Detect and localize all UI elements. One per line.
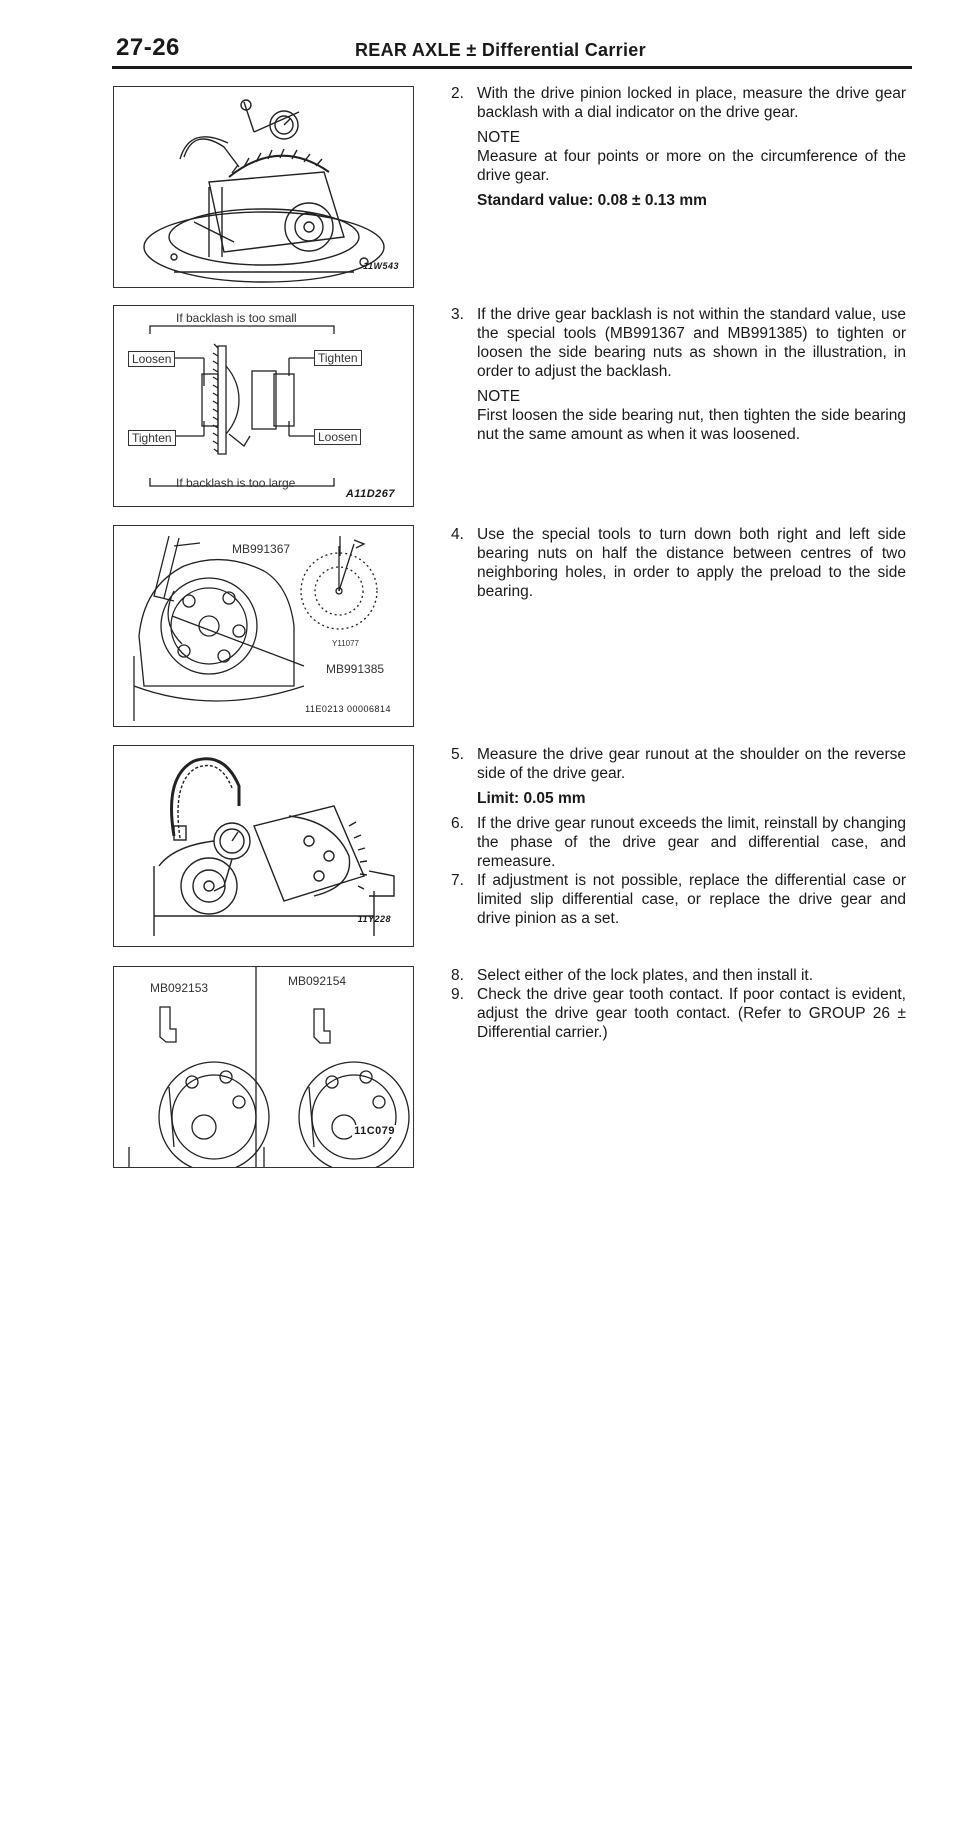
step-number: 3.	[451, 306, 464, 323]
label-loosen-bottom: Loosen	[314, 429, 361, 445]
figure-backlash-adjustment	[113, 305, 414, 507]
step-4-block	[451, 525, 906, 601]
label-lock-plate-mb092154: MB092154	[288, 974, 347, 988]
step-4	[451, 525, 906, 601]
page-number: 27-26	[116, 34, 180, 61]
step-text: If adjustment is not possible, replace the differential case or limited slip differential case, or replace the drive gear and drive pinion as a set.	[477, 872, 906, 927]
step-text: If the drive gear backlash is not within the standard value, use the special tools (MB991367 and MB991385) to tighten or loosen the side bearing nuts as shown in the illustration, in order to adjust the backlash.	[477, 306, 906, 380]
step-number: 2.	[451, 85, 464, 102]
step-3-block	[451, 305, 906, 444]
note-label: NOTE	[477, 129, 521, 146]
step-number: 6.	[451, 815, 464, 832]
step-6	[451, 814, 906, 871]
note-text: First loosen the side bearing nut, then tighten the side bearing nut the same amount as when it was loosened.	[477, 407, 906, 443]
step-2-block	[451, 84, 906, 210]
figure-code: 11E0213 00006814	[305, 704, 391, 714]
limit-value: Limit: 0.05 mm	[477, 790, 586, 807]
step-number: 5.	[451, 746, 464, 763]
step-3	[451, 305, 906, 381]
step-number: 7.	[451, 872, 464, 889]
label-tool-mb991385: MB991385	[326, 662, 385, 676]
step-text: Measure the drive gear runout at the shoulder on the reverse side of the drive gear.	[477, 746, 906, 782]
steps-5-7-block	[451, 745, 906, 928]
dial-indicator-illustration	[114, 87, 413, 287]
figure-code: 11Y228	[357, 914, 391, 924]
step-text: Check the drive gear tooth contact. If poor contact is evident, adjust the drive gear tooth contact. (Refer to GROUP 26 ± Differential carrier.)	[477, 986, 906, 1041]
label-tool-mb991367: MB991367	[232, 542, 291, 556]
special-tools-illustration	[114, 526, 413, 726]
label-backlash-too-large: If backlash is too large	[176, 476, 296, 490]
label-tighten-top: Tighten	[314, 350, 362, 366]
header-rule	[112, 66, 912, 69]
label-loosen-top: Loosen	[128, 351, 175, 367]
figure-code: 11W543	[363, 261, 399, 271]
figure-runout-measurement	[113, 745, 414, 947]
step-2	[451, 84, 906, 122]
label-backlash-too-small: If backlash is too small	[176, 311, 297, 325]
figure-special-tools-preload	[113, 525, 414, 727]
figure-code: 11C079	[354, 1125, 395, 1137]
step-5	[451, 745, 906, 783]
page-title: REAR AXLE ± Differential Carrier	[355, 40, 646, 60]
figure-dial-indicator-backlash	[113, 86, 414, 288]
figure-code: A11D267	[345, 488, 395, 500]
step-number: 4.	[451, 526, 464, 543]
step-text: With the drive pinion locked in place, measure the drive gear backlash with a dial indicator on the drive gear.	[477, 85, 906, 121]
step-7	[451, 871, 906, 928]
step-8	[451, 966, 906, 985]
standard-value: Standard value: 0.08 ± 0.13 mm	[477, 192, 707, 209]
step-9	[451, 985, 906, 1042]
lock-plates-illustration	[114, 967, 413, 1167]
step-number: 9.	[451, 986, 464, 1003]
note-text: Measure at four points or more on the circumference of the drive gear.	[477, 148, 906, 184]
note-label: NOTE	[477, 388, 521, 405]
figure-lock-plates	[113, 966, 414, 1168]
step-text: Select either of the lock plates, and then install it.	[477, 967, 814, 984]
step-text: Use the special tools to turn down both right and left side bearing nuts on half the distance between centres of two neighboring holes, in order to apply the preload to the side bearing.	[477, 526, 906, 600]
step-text: If the drive gear runout exceeds the limit, reinstall by changing the phase of the drive gear and differential case, and remeasure.	[477, 815, 906, 870]
inset-code: Y11077	[332, 639, 359, 648]
step-number: 8.	[451, 967, 464, 984]
label-tighten-bottom: Tighten	[128, 430, 176, 446]
label-lock-plate-mb092153: MB092153	[150, 981, 209, 995]
steps-8-9-block	[451, 966, 906, 1042]
